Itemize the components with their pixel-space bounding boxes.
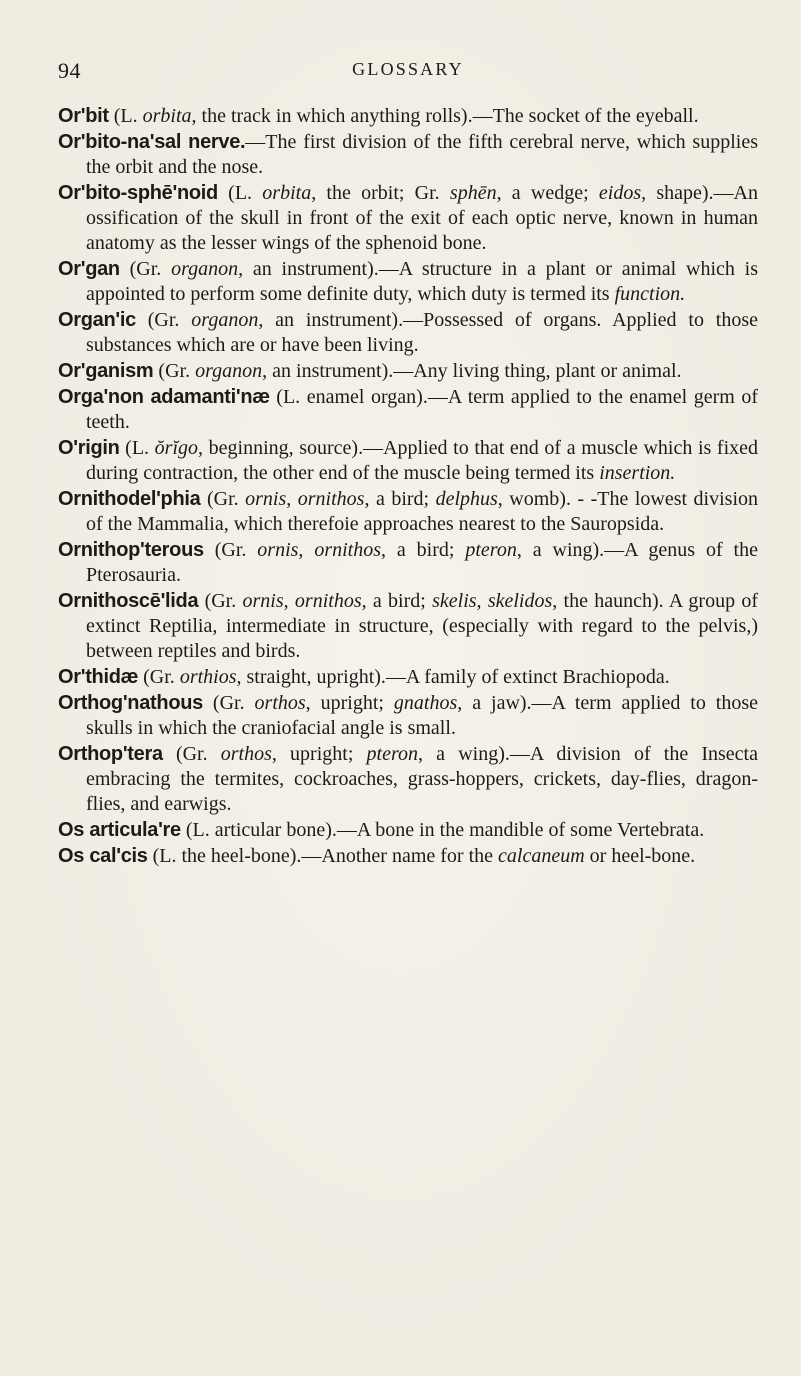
definition-italic-segment: ornithos bbox=[314, 539, 381, 561]
definition-segment: , an instrument).—Possessed of organs. Applied to those substances which are or have been living. bbox=[86, 309, 758, 356]
definition-segment: (Gr. bbox=[153, 360, 196, 382]
definition-segment: , bbox=[286, 488, 298, 510]
definition-italic-segment: ornis bbox=[242, 590, 284, 612]
definition-italic-segment: insertion. bbox=[599, 462, 676, 484]
glossary-term: Os articula're bbox=[58, 819, 181, 841]
glossary-term: Or'bit bbox=[58, 105, 109, 127]
definition-segment: , upright; bbox=[305, 692, 394, 714]
definition-segment: , beginning, source).—Applied to that end of a muscle which is fixed during contraction, the other end of the muscle being termed its bbox=[86, 437, 759, 484]
definition-segment: (Gr. bbox=[198, 590, 243, 612]
definition-segment: (Gr. bbox=[138, 666, 180, 688]
definition-segment: , straight, upright).—A family of extinct Brachiopoda. bbox=[236, 666, 670, 688]
glossary-definition bbox=[181, 819, 704, 841]
definition-segment: , shape).—An ossification of the skull in front of the exit of each optic nerve, known in human anatomy as the lesser wings of the sphenoid bone. bbox=[86, 182, 758, 254]
definition-segment: (L. bbox=[217, 182, 263, 204]
definition-segment: (Gr. bbox=[119, 258, 172, 280]
definition-segment: (L. the heel-bone).—Another name for the bbox=[147, 845, 499, 867]
glossary-definition bbox=[86, 743, 758, 815]
definition-segment: , upright; bbox=[271, 743, 367, 765]
definition-italic-segment: sphēn bbox=[449, 182, 497, 204]
definition-segment: (L. articular bone).—A bone in the mandible of some Vertebrata. bbox=[180, 819, 705, 841]
glossary-entry bbox=[58, 844, 758, 869]
definition-segment: , a bird; bbox=[381, 539, 466, 561]
glossary-entries bbox=[58, 104, 758, 870]
glossary-entry bbox=[58, 818, 758, 843]
definition-italic-segment: organon bbox=[171, 258, 239, 280]
definition-italic-segment: skelis bbox=[432, 590, 477, 612]
glossary-term: Ornithodel'phia bbox=[58, 488, 201, 510]
glossary-term: O'rigin bbox=[58, 437, 120, 459]
glossary-entry bbox=[58, 257, 758, 307]
definition-italic-segment: pteron bbox=[366, 743, 419, 765]
glossary-definition bbox=[153, 360, 681, 382]
glossary-term: Or'bito-na'sal nerve. bbox=[58, 131, 246, 153]
glossary-term: Or'gan bbox=[58, 258, 120, 280]
definition-italic-segment: ŏrĭgo bbox=[154, 437, 199, 459]
glossary-term: Or'ganism bbox=[58, 360, 154, 382]
definition-italic-segment: orbita bbox=[262, 182, 312, 204]
definition-segment: , a wedge; bbox=[496, 182, 599, 204]
glossary-term: Or'thidæ bbox=[58, 666, 139, 688]
definition-segment: , womb). - -The lowest division of the Mammalia, which therefoie approaches nearest to the Sauropsida. bbox=[86, 488, 758, 535]
definition-italic-segment: ornithos bbox=[297, 488, 365, 510]
glossary-entry bbox=[58, 104, 758, 129]
glossary-term: Organ'ic bbox=[58, 309, 136, 331]
glossary-definition bbox=[148, 845, 696, 867]
glossary-term: Or'bito-sphē'noid bbox=[58, 182, 218, 204]
glossary-term: Orthog'nathous bbox=[58, 692, 203, 714]
definition-italic-segment: organon bbox=[191, 309, 259, 331]
glossary-definition bbox=[86, 258, 758, 305]
definition-segment: , the track in which anything rolls).—The socket of the eyeball. bbox=[191, 105, 699, 127]
glossary-entry bbox=[58, 308, 758, 358]
definition-italic-segment: gnathos bbox=[393, 692, 458, 714]
definition-segment: —The first division of the fifth cerebral nerve, which supplies the orbit and the nose. bbox=[86, 131, 758, 178]
definition-segment: (L. enamel organ).—A term applied to the enamel germ of teeth. bbox=[86, 386, 758, 433]
definition-italic-segment: organon bbox=[195, 360, 263, 382]
definition-italic-segment: orthios bbox=[179, 666, 237, 688]
glossary-definition bbox=[109, 105, 699, 127]
glossary-term: Orthop'tera bbox=[58, 743, 163, 765]
glossary-entry bbox=[58, 691, 758, 741]
definition-italic-segment: delphus bbox=[435, 488, 498, 510]
page-header bbox=[58, 58, 758, 88]
definition-segment: , the haunch). A group of extinct Reptilia, intermediate in structure, (especially with regard to the pelvis,) between reptiles and birds. bbox=[86, 590, 759, 662]
definition-segment: (Gr. bbox=[162, 743, 221, 765]
definition-segment: or heel-bone. bbox=[584, 845, 696, 867]
definition-italic-segment: calcaneum bbox=[498, 845, 585, 867]
glossary-entry bbox=[58, 538, 758, 588]
definition-italic-segment: eidos bbox=[598, 182, 642, 204]
definition-italic-segment: orthos bbox=[220, 743, 272, 765]
glossary-entry bbox=[58, 589, 758, 664]
definition-italic-segment: function. bbox=[614, 283, 686, 305]
glossary-entry bbox=[58, 487, 758, 537]
glossary-entry bbox=[58, 665, 758, 690]
definition-segment: , a bird; bbox=[361, 590, 433, 612]
glossary-term: Os cal'cis bbox=[58, 845, 148, 867]
glossary-entry bbox=[58, 359, 758, 384]
page-number: 94 bbox=[58, 58, 81, 83]
definition-italic-segment: ornithos bbox=[294, 590, 362, 612]
definition-segment: (Gr. bbox=[200, 488, 246, 510]
definition-italic-segment: orbita bbox=[142, 105, 192, 127]
definition-segment: (L. bbox=[108, 105, 143, 127]
glossary-entry bbox=[58, 181, 758, 256]
definition-segment: , the orbit; Gr. bbox=[311, 182, 450, 204]
glossary-entry bbox=[58, 436, 758, 486]
glossary-definition bbox=[86, 437, 758, 484]
definition-segment: , a jaw).—A term applied to those skulls in which the craniofacial angle is small. bbox=[86, 692, 758, 739]
definition-italic-segment: ornis bbox=[245, 488, 287, 510]
definition-italic-segment: skelidos bbox=[487, 590, 553, 612]
definition-segment: , an instrument).—Any living thing, plant or animal. bbox=[262, 360, 682, 382]
definition-segment: , bbox=[298, 539, 315, 561]
definition-italic-segment: ornis bbox=[257, 539, 299, 561]
glossary-term: Orga'non adamanti'næ bbox=[58, 386, 270, 408]
running-head: GLOSSARY bbox=[352, 59, 464, 79]
definition-segment: , a wing).—A division of the Insecta embracing the termites, cockroaches, grass-hoppers, crickets, day-flies, dragon-flies, and earwigs. bbox=[86, 743, 758, 815]
definition-italic-segment: pteron bbox=[465, 539, 517, 561]
definition-segment: , a wing).—A genus of the Pterosauria. bbox=[86, 539, 758, 586]
definition-segment: , bbox=[476, 590, 488, 612]
definition-segment: , an instrument).—A structure in a plant or animal which is appointed to perform some definite duty, which duty is termed its bbox=[86, 258, 758, 305]
definition-segment: , bbox=[283, 590, 295, 612]
definition-segment: (Gr. bbox=[202, 692, 255, 714]
glossary-entry bbox=[58, 385, 758, 435]
definition-italic-segment: orthos bbox=[254, 692, 306, 714]
glossary-entry bbox=[58, 130, 758, 180]
glossary-definition bbox=[138, 666, 670, 688]
glossary-entry bbox=[58, 742, 758, 817]
definition-segment: (Gr. bbox=[135, 309, 192, 331]
glossary-definition bbox=[86, 309, 758, 356]
definition-segment: (L. bbox=[119, 437, 155, 459]
definition-segment: , a bird; bbox=[364, 488, 436, 510]
definition-segment: (Gr. bbox=[203, 539, 258, 561]
glossary-term: Ornithop'terous bbox=[58, 539, 204, 561]
glossary-term: Ornithoscē'lida bbox=[58, 590, 199, 612]
